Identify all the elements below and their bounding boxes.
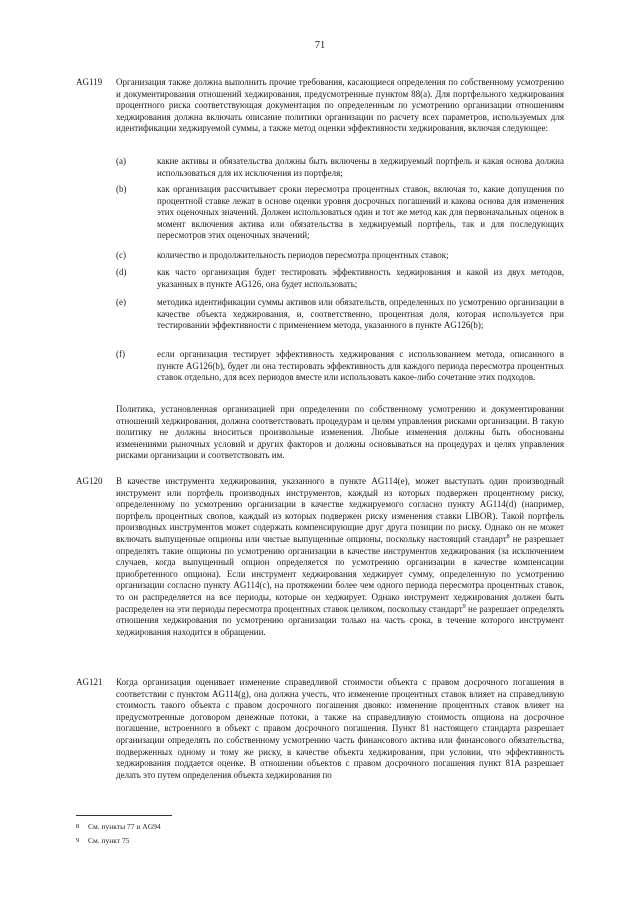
paragraph-text: Когда организация оценивает изменение справедливой стоимости объекта с правом досрочного погашения в соответствии с пунктом AG114(g), она должна учесть, что изменение процентных ставок влияет на справедливую стоимость такого объекта с правом досрочного погашения двояко: изменение процентных ставок влияет на предусмотренные договором денежные потоки, а также на справедливую стоимость опциона на досрочное погашение, встроенного в объект с правом досрочного погашения. Пункт 81 настоящего стандарта разрешает организации определять по собственному усмотрению часть финансового актива или финансового обязательства, подверженных одному и тому же риску, в качестве объекта хеджирования, при условии, что эффективность хеджирования поддается оценке. В отношении объектов с правом досрочного погашения пункт 81A разрешает делать это путем определения объекта хеджирования по bbox=[116, 677, 564, 780]
list-item-text: если организация тестирует эффективность хеджирования с использованием метода, описанного в пункте AG126(b), будет ли она тестировать эффективность для каждого периода пересмотра процентных ставок отдельно, для всех периодов вместе или использовать какое-либо сочетание этих подходов. bbox=[157, 349, 564, 383]
paragraph-text-part: не разрешает определять отношения хеджирования по усмотрению организации только на часть срока, в течение которого инструмент хеджирования находится в обращении. bbox=[116, 603, 564, 637]
paragraph-number: AG119 bbox=[76, 77, 103, 87]
list-item-label: (c) bbox=[116, 250, 126, 260]
paragraph-text: Политика, установленная организацией при определении по собственному усмотрению и документировании отношений хеджирования, должна соответствовать процедурам и целям управления рисками организации. В такую политику не должны вноситься произвольные изменения. Любые изменения должны быть обоснованы изменениями рыночных условий и других факторов и должны основываться на процедурах и целях управления рисками организации и соответствовать им. bbox=[116, 404, 564, 461]
paragraph-number: AG120 bbox=[76, 476, 103, 486]
list-item-text: как часто организация будет тестировать эффективность хеджирования и какой из двух методов, указанных в пункте AG126, она будет использовать; bbox=[157, 267, 564, 289]
list-item-text: как организация рассчитывает сроки пересмотра процентных ставок, включая то, какие допущения по процентной ставке лежат в основе оценки уровня досрочных погашений и какова основа для изменения этих оценочных значений. Должен использоваться один и тот же метод как для первоначальных оценок в момент включения актива или обязательства в хеджируемый портфель, так и для последующих пересмотров этих оценочных значений; bbox=[157, 184, 564, 241]
footnote-text: См. пункт 75 bbox=[88, 836, 130, 845]
list-item-label: (d) bbox=[116, 267, 127, 277]
paragraph-text-part: не разрешает определять такие опционы по усмотрению организации в качестве инструментов хеджирования (за исключением случаев, когда выпущенный опцион определяется по усмотрению организации в качестве компенсации приобретенного опциона). Если инструмент хеджирования хеджирует сумму, определенную по усмотрению организации согласно пункту AG114(c), на протяжении более чем одного периода пересмотра процентных ставок, то он распределяется на все периоды, которые он хеджирует. Однако инструмент хеджирования должен быть распределен на эти периоды пересмотра процентных ставок целиком, поскольку стандарт bbox=[116, 533, 564, 614]
list-item-text: количество и продолжительность периодов пересмотра процентных ставок; bbox=[157, 250, 449, 260]
paragraph-text-part: В качестве инструмента хеджирования, указанного в пункте AG114(e), может выступать один производный инструмент или портфель производных инструментов, каждый из которых подвержен процентному риску, определенному по усмотрению организации в качестве хеджируемого согласно пункту AG114(d) (например, портфель процентных свопов, каждый из которых подвержен риску изменения ставки LIBOR). Такой портфель производных инструментов может содержать компенсирующие друг друга позиции по риску. Однако он не может включать выпущенные опционы или чистые выпущенные опционы, поскольку настоящий стандарт bbox=[116, 476, 564, 544]
footnote-mark: 9 bbox=[76, 837, 80, 844]
footnote-ref: 8 bbox=[506, 533, 510, 540]
list-item-label: (b) bbox=[116, 184, 127, 194]
footnote bbox=[76, 822, 564, 832]
footnote bbox=[76, 836, 564, 846]
list-item-label: (f) bbox=[116, 349, 125, 359]
footnote-mark: 8 bbox=[76, 823, 80, 830]
footnote-ref: 9 bbox=[462, 603, 466, 610]
list-item-text: какие активы и обязательства должны быть включены в хеджируемый портфель и какая основа должна использоваться для их исключения из портфеля; bbox=[157, 156, 564, 178]
paragraph-text: Организация также должна выполнить прочие требования, касающиеся определения по собственному усмотрению и документирования отношений хеджирования, предусмотренные пунктом 88(a). Для портфельного хеджирования процентного риска соответствующая документация по определенным по усмотрению организации отношениям хеджирования должна включать описание политики организации по расчету всех параметров, используемых для идентификации хеджируемой суммы, а также метод оценки эффективности хеджирования, включая следующее: bbox=[116, 77, 564, 134]
list-item-text: методика идентификации суммы активов или обязательств, определенных по усмотрению организации в качестве объекта хеджирования, и, соответственно, процентная доля, которая используется при тестировании эффективности с применением метода, указанного в пункте AG126(b); bbox=[157, 297, 564, 331]
list-item-label: (e) bbox=[116, 297, 126, 307]
list-item-label: (a) bbox=[116, 156, 126, 166]
footnote-separator bbox=[76, 815, 172, 816]
footnote-text: См. пункты 77 и AG94 bbox=[88, 822, 161, 831]
paragraph-number: AG121 bbox=[76, 677, 103, 687]
page-number: 71 bbox=[314, 40, 326, 51]
paragraph-text bbox=[116, 476, 564, 638]
